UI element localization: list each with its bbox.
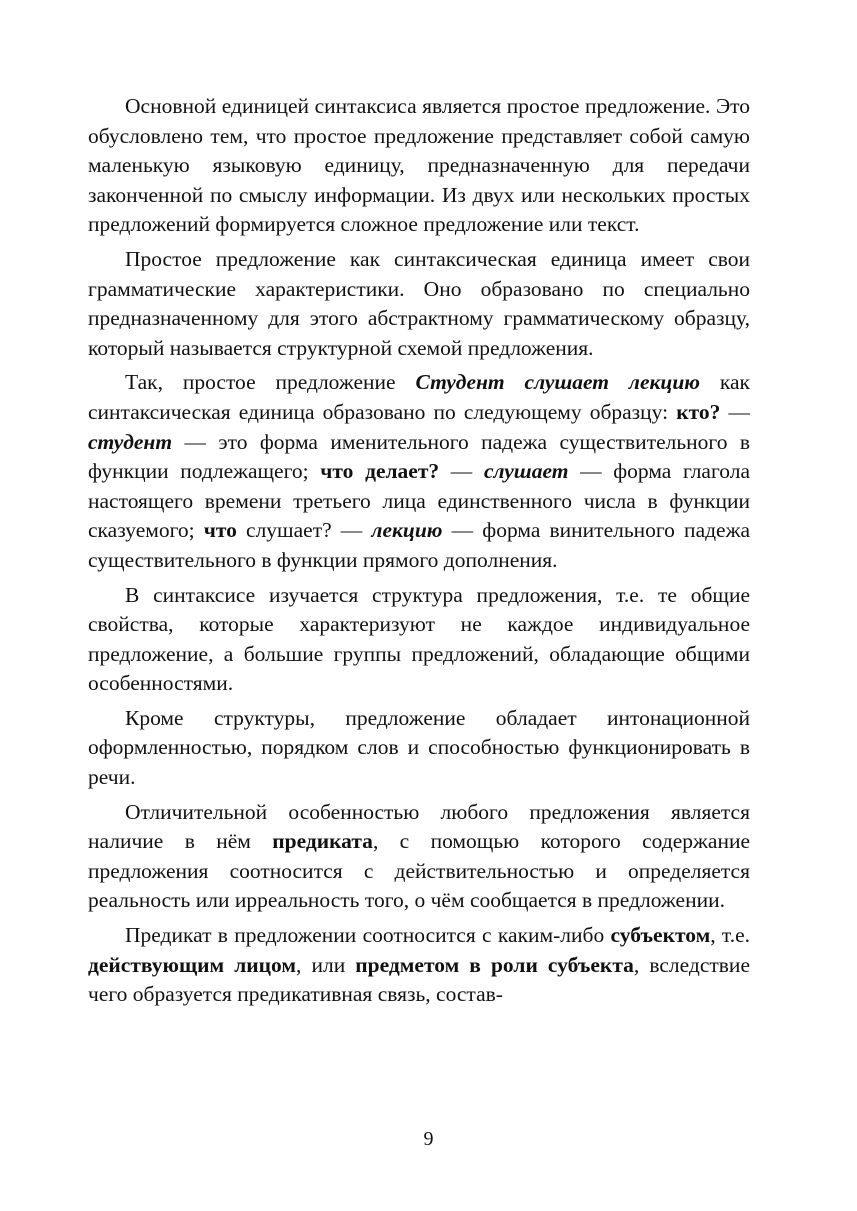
paragraph-text: Кроме структуры, предложение обладает интонационной оформленностью, порядком слов и способностью функционировать в речи. [88, 705, 750, 790]
paragraph-1 [88, 92, 750, 240]
term-object-as-subject: предметом в роли субъекта [355, 952, 634, 977]
paragraph-5 [88, 704, 750, 793]
page-number: 9 [423, 1128, 434, 1150]
term-predicate: предиката [272, 829, 373, 854]
paragraph-text: Так, простое предложение [125, 370, 416, 395]
paragraph-3 [88, 368, 750, 575]
paragraph-2 [88, 245, 750, 363]
example-word-listens: слушает [483, 459, 569, 484]
example-sentence: Студент слушает лекцию [415, 370, 700, 395]
paragraph-text: , вследствие чего образуется предикативная связь, состав- [88, 952, 750, 1007]
paragraph-text: , с помощью которого содержание предложения соотносится с действительностью и определяется реальность или ирреальность того, о чём сообщается в предложении. [88, 829, 750, 913]
term-acting-person: действующим лицом [88, 952, 297, 977]
question-what: что [203, 518, 237, 543]
paragraph-text: слушает? — [236, 518, 372, 543]
paragraph-text: Предикат в предложении соотносится с каким-либо [125, 923, 611, 948]
paragraph-text: Отличительной особенностью любого предложения является наличие в нём [88, 799, 750, 854]
paragraph-text: — [439, 459, 484, 484]
paragraph-text: — это форма именительного падежа существительного в функции подлежащего; [88, 429, 750, 484]
paragraph-text: — форма глагола настоящего времени третьего лица единственного числа в функции сказуемого; [88, 459, 750, 543]
paragraph-text: — [720, 399, 750, 424]
paragraph-text: — форма винительного падежа существительного в функции прямого дополнения. [88, 518, 750, 572]
paragraph-text: Основной единицей синтаксиса является простое предложение. Это обусловлено тем, что простое предложение представляет собой самую маленькую языковую единицу, предназначенную для передачи законченной по смыслу информации. Из двух или нескольких простых предложений формируется сложное предложение или текст. [88, 94, 750, 237]
paragraph-4 [88, 581, 750, 699]
page-body [88, 92, 750, 1015]
paragraph-6 [88, 798, 750, 916]
paragraph-7 [88, 921, 750, 1010]
question-what-does: что делает? [320, 459, 440, 484]
paragraph-text: как синтаксическая единица образовано по следующему образцу: [88, 370, 751, 424]
paragraph-text: , или [296, 952, 356, 977]
term-subject: субъектом [610, 923, 711, 948]
paragraph-text: , т.е. [710, 923, 750, 948]
paragraph-text: Простое предложение как синтаксическая единица имеет свои грамматические характеристики. Оно образовано по специально предназначенному для этого абстрактному грамматическому образцу, который называется структурной схемой предложения. [88, 246, 750, 360]
example-word-lecture: лекцию [371, 518, 443, 543]
question-who: кто? [676, 399, 721, 424]
paragraph-text: В синтаксисе изучается структура предложения, т.е. те общие свойства, которые характеризуют не каждое индивидуальное предложение, а большие группы предложений, обладающие общими особенностями. [88, 582, 750, 696]
example-word-student: студент [88, 429, 173, 454]
